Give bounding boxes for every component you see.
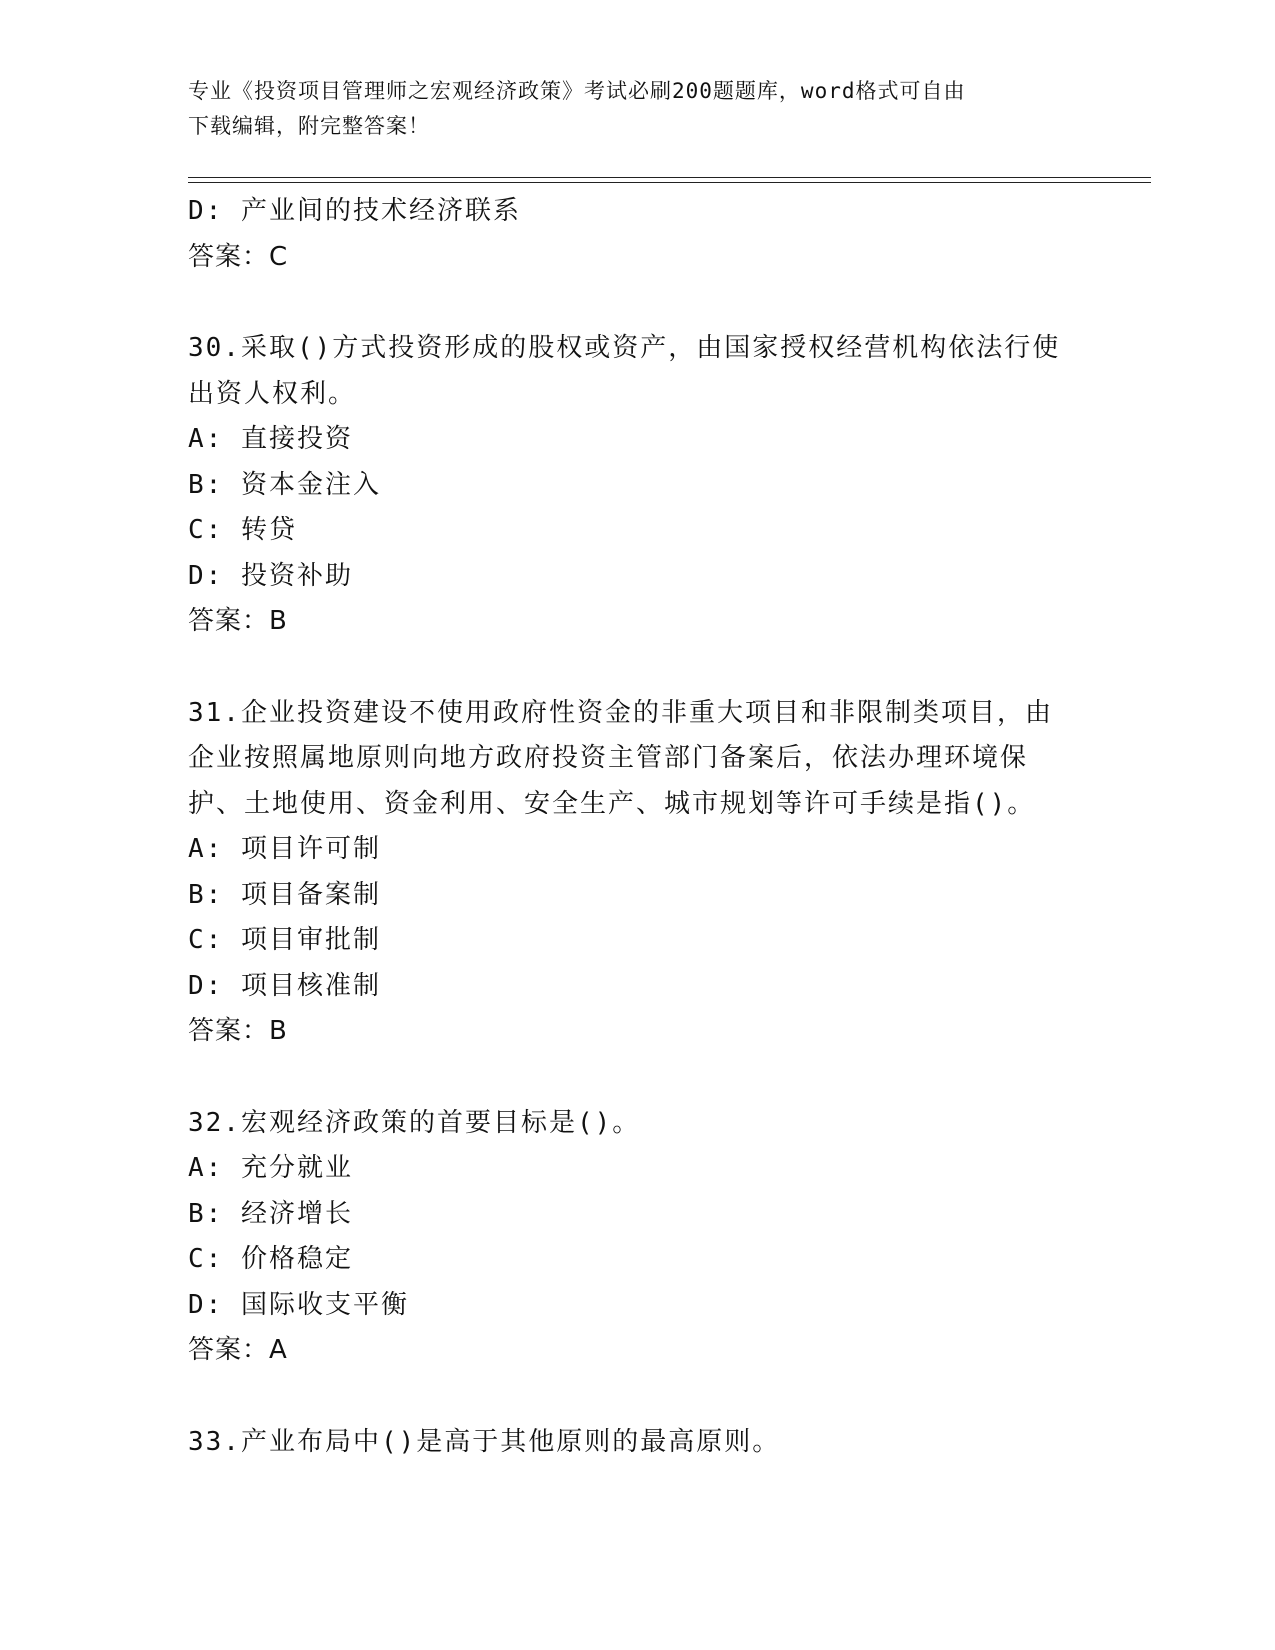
header-rule-bottom (188, 182, 1151, 183)
option-d: D: 国际收支平衡 (188, 1289, 409, 1320)
question-31 (188, 691, 1088, 1055)
question-stem-line: 33.产业布局中()是高于其他原则的最高原则。 (188, 1426, 781, 1457)
option-c: C: 项目审批制 (188, 925, 381, 955)
option-d: D: 产业间的技术经济联系 (188, 196, 521, 226)
question-stem-line: 32.宏观经济政策的首要目标是()。 (188, 1107, 641, 1138)
header-line-1: 专业《投资项目管理师之宏观经济政策》考试必刷200题题库，word格式可自由 (188, 79, 966, 103)
option-b: B: 资本金注入 (188, 469, 381, 500)
question-32 (188, 1101, 1088, 1374)
header-rule-top (188, 177, 1151, 178)
option-c: C: 价格稳定 (188, 1244, 353, 1274)
answer-label: 答案：A (188, 1335, 288, 1365)
option-c: C: 转贷 (188, 515, 297, 545)
question-stem-line: 出资人权利。 (188, 378, 357, 409)
question-29-tail (188, 189, 1088, 280)
question-stem-line: 30.采取()方式投资形成的股权或资产，由国家授权经营机构依法行使 (188, 333, 1061, 363)
option-a: A: 直接投资 (188, 424, 353, 454)
question-list (188, 189, 1088, 1465)
document-header (188, 74, 1078, 144)
question-stem-line: 企业按照属地原则向地方政府投资主管部门备案后，依法办理环境保 (188, 743, 1029, 773)
option-b: B: 经济增长 (188, 1198, 353, 1229)
option-a: A: 项目许可制 (188, 834, 381, 864)
answer-label: 答案：B (188, 1016, 288, 1046)
option-d: D: 投资补助 (188, 560, 353, 591)
answer-label: 答案：C (188, 241, 289, 272)
option-b: B: 项目备案制 (188, 879, 381, 910)
option-d: D: 项目核准制 (188, 970, 381, 1001)
answer-label: 答案：B (188, 606, 288, 636)
question-33 (188, 1420, 1088, 1466)
option-a: A: 充分就业 (188, 1153, 353, 1183)
header-line-2: 下载编辑，附完整答案！ (188, 114, 430, 138)
question-stem-line: 31.企业投资建设不使用政府性资金的非重大项目和非限制类项目，由 (188, 697, 1053, 728)
question-30 (188, 326, 1088, 645)
question-stem-line: 护、土地使用、资金利用、安全生产、城市规划等许可手续是指()。 (188, 788, 1036, 819)
